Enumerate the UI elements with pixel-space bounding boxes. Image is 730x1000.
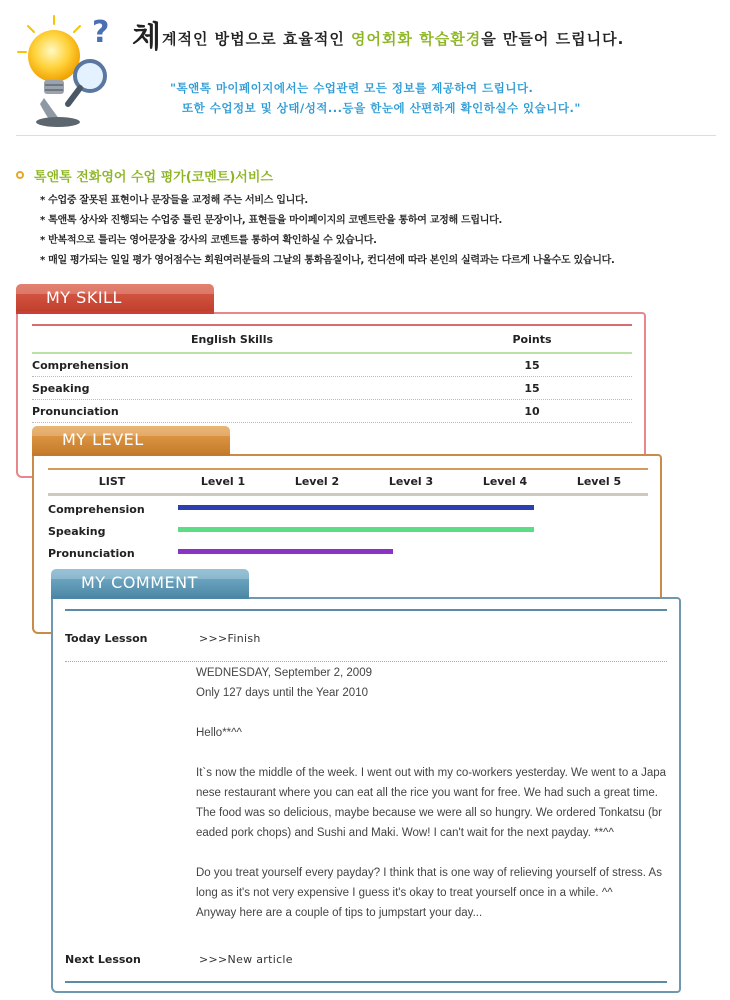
- table-row: [32, 354, 632, 377]
- skill-name: Speaking: [32, 381, 90, 395]
- skill-points: 15: [524, 381, 540, 395]
- headline-text-2: 을 만들어 드립니다.: [481, 30, 625, 48]
- comment-countdown: Only 127 days until the Year 2010: [196, 687, 368, 699]
- comment-paragraph: Anyway here are a couple of tips to jumpstart your day...: [196, 907, 483, 919]
- level-bar: [178, 505, 534, 510]
- level-table-header: [48, 468, 648, 496]
- skill-column-header: English Skills: [190, 332, 274, 346]
- table-row: [32, 400, 632, 423]
- today-lesson-label: Today Lesson: [65, 632, 148, 645]
- level-row-label: Pronunciation: [48, 546, 135, 560]
- headline-highlight: 영어회화 학습환경: [351, 30, 482, 48]
- points-column-header: Points: [512, 332, 552, 346]
- comment-bottom-rule: [65, 981, 667, 983]
- level-bar: [178, 549, 393, 554]
- comment-date: WEDNESDAY, September 2, 2009: [196, 667, 372, 679]
- service-note: * 톡앤톡 상사와 진행되는 수업중 틀린 문장이나, 표현들을 마이페이지의 코멘트란을 통하여 교정해 드립니다.: [40, 215, 502, 226]
- skill-table: [32, 324, 632, 423]
- skill-points: 10: [524, 404, 540, 418]
- lightbulb-magnifier-icon: [14, 12, 118, 130]
- service-note: * 반복적으로 틀리는 영어문장을 강사의 코멘트를 통하여 확인하실 수 있습니다.: [40, 235, 377, 246]
- level-row-label: Speaking: [48, 524, 106, 538]
- next-lesson-value[interactable]: >>>New article: [199, 953, 293, 966]
- comment-divider: [65, 661, 667, 662]
- tab-my-skill[interactable]: MY SKILL: [16, 284, 214, 314]
- intro-line-1: "톡앤톡 마이페이지에서는 수업관련 모든 정보를 제공하여 드립니다.: [170, 81, 534, 95]
- headline-text-1: 계적인 방법으로 효율적인: [161, 30, 352, 48]
- level-2-header: Level 2: [294, 475, 340, 488]
- comment-body: [196, 663, 666, 923]
- skill-table-header: [32, 324, 632, 354]
- level-4-header: Level 4: [482, 475, 528, 488]
- level-1-header: Level 1: [200, 475, 246, 488]
- page-header: [0, 0, 730, 136]
- intro-line-2: 또한 수업정보 및 상태/성적...등을 한눈에 산편하게 확인하실수 있습니다.": [182, 101, 581, 115]
- tab-my-level[interactable]: MY LEVEL: [32, 426, 230, 456]
- headline-initial: 체: [132, 20, 162, 55]
- skill-points: 15: [524, 358, 540, 372]
- level-row-label: Comprehension: [48, 502, 145, 516]
- skill-name: Pronunciation: [32, 404, 119, 418]
- bullet-icon: [16, 171, 24, 179]
- service-note: * 매일 평가되는 일일 평가 영어점수는 회원여러분들의 그날의 통화음질이나, 컨디션에 따라 본인의 실력과는 다르게 나올수도 있습니다.: [40, 255, 615, 266]
- comment-greeting: Hello**^^: [196, 727, 242, 739]
- service-notes: [40, 191, 614, 271]
- tab-my-comment[interactable]: MY COMMENT: [51, 569, 249, 599]
- comment-top-rule: [65, 609, 667, 611]
- comment-panel: [51, 597, 681, 993]
- level-5-header: Level 5: [576, 475, 622, 488]
- svg-text:?: ?: [92, 15, 110, 50]
- today-lesson-value: >>>Finish: [199, 632, 261, 645]
- skill-name: Comprehension: [32, 358, 129, 372]
- comment-paragraph: Do you treat yourself every payday? I think that is one way of relieving yourself of stress. As long as it's not very expensive I guess it's okay to treat yourself once in a while. ^^: [196, 867, 662, 899]
- header-divider: [16, 135, 716, 136]
- next-lesson-label: Next Lesson: [65, 953, 141, 966]
- comment-paragraph: It`s now the middle of the week. I went out with my co-workers yesterday. We went to a Japanese restaurant where you can eat all the rice you want for free. We had such a great time. The food was so delicious, maybe because we were all so hungry. We ordered Tonkatsu (breaded pork chops) and Sushi and Maki. Wow! I can't wait for the next payday. **^^: [196, 767, 667, 839]
- level-row: [48, 542, 648, 564]
- list-column-header: LIST: [98, 475, 126, 488]
- service-note: * 수업중 잘못된 표현이나 문장들을 교정해 주는 서비스 입니다.: [40, 195, 308, 206]
- intro-text: [170, 78, 581, 118]
- level-bar: [178, 527, 534, 532]
- table-row: [32, 377, 632, 400]
- page-headline: [132, 12, 624, 56]
- level-3-header: Level 3: [388, 475, 434, 488]
- service-title: 톡앤톡 전화영어 수업 평가(코멘트)서비스: [34, 170, 273, 185]
- level-row: [48, 498, 648, 520]
- level-row: [48, 520, 648, 542]
